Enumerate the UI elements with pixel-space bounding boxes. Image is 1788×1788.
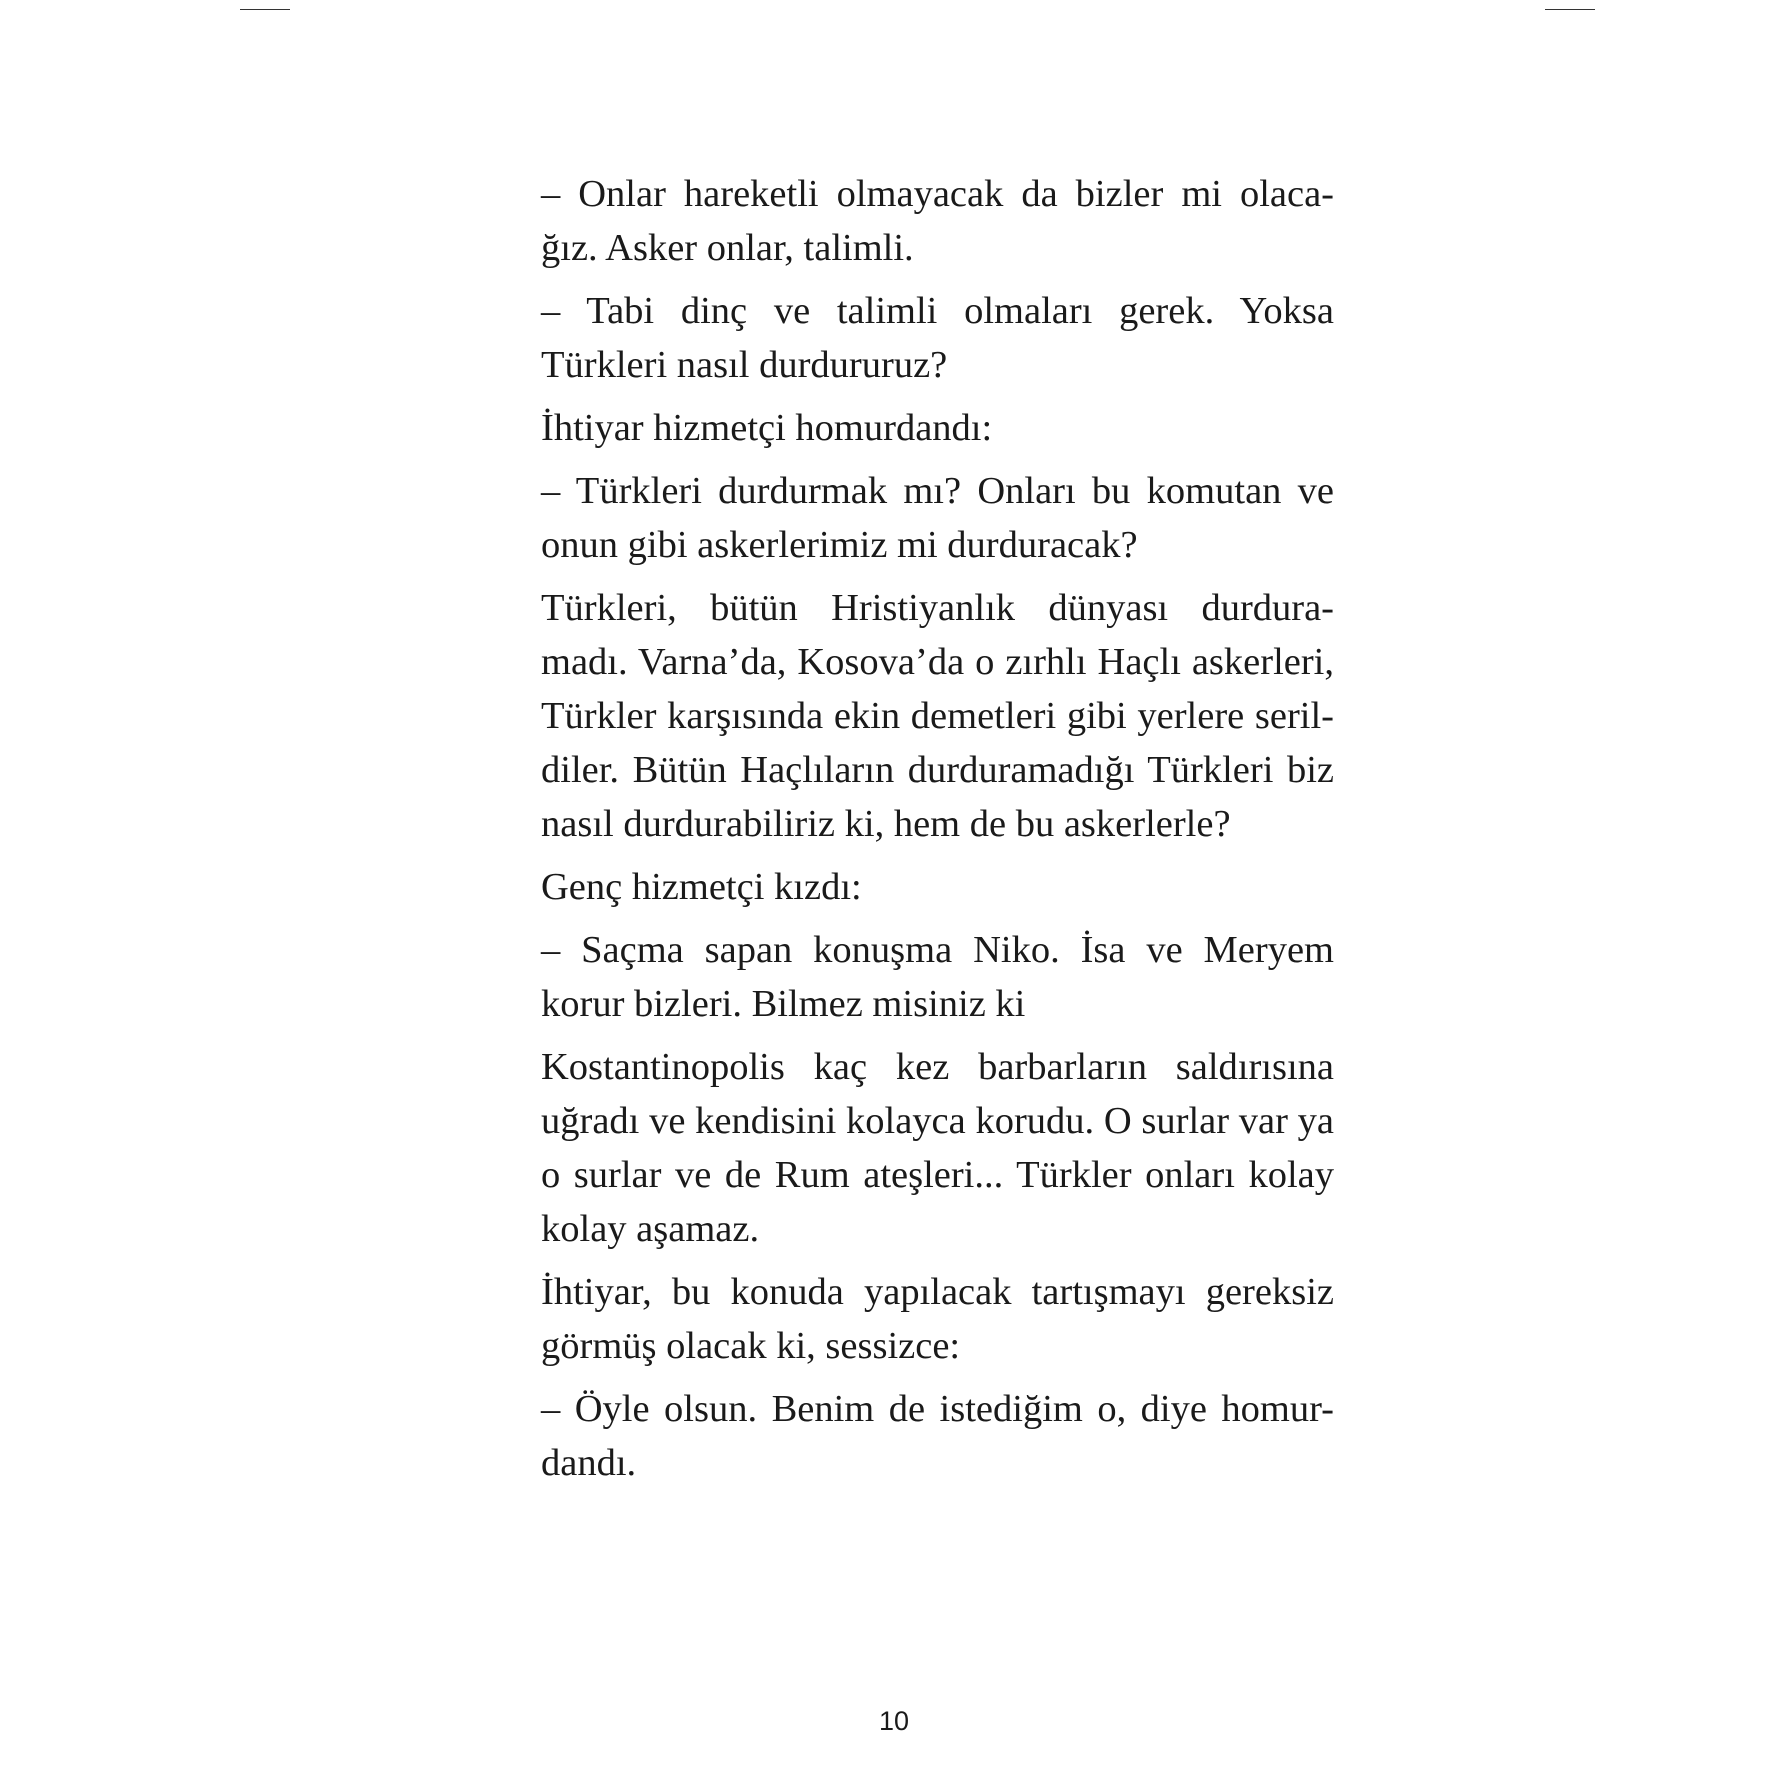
paragraph [495,167,1334,275]
crop-mark-left [240,9,290,10]
paragraph [495,464,1334,572]
text-line: diler. Bütün Haçlıların durduramadığı Türkleri biz [541,749,1334,791]
paragraph [495,860,1334,914]
text-line: – Onlar hareketli olmayacak da bizler mi olaca- [541,173,1334,215]
text-line: dandı. [541,1442,637,1484]
text-line: – Öyle olsun. Benim de istediğim o, diye homur- [541,1388,1334,1430]
text-line: görmüş olacak ki, sessizce: [541,1325,961,1367]
text-line: – Tabi dinç ve talimli olmaları gerek. Yoksa [541,290,1334,332]
text-line: – Türkleri durdurmak mı? Onları bu komutan ve [541,470,1334,512]
text-line: İhtiyar hizmetçi homurdandı: [541,407,993,449]
text-line: Kostantinopolis kaç kez barbarların saldırısına [541,1046,1334,1088]
text-line: Türkler karşısında ekin demetleri gibi yerlere seril- [541,695,1334,737]
paragraph [495,1265,1334,1373]
text-line: onun gibi askerlerimiz mi durduracak? [541,524,1138,566]
text-line: İhtiyar, bu konuda yapılacak tartışmayı gereksiz [541,1271,1334,1313]
text-line: kolay aşamaz. [541,1208,760,1250]
text-line: Türkleri nasıl durdururuz? [541,344,948,386]
text-line: korur bizleri. Bilmez misiniz ki [541,983,1026,1025]
page-body [495,167,1334,1499]
paragraph [495,401,1334,455]
paragraph [495,581,1334,851]
text-line: nasıl durdurabiliriz ki, hem de bu askerlerle? [541,803,1231,845]
page-number: 10 [878,1706,910,1736]
paragraph [495,1040,1334,1256]
crop-mark-right [1545,9,1595,10]
paragraph [495,284,1334,392]
paragraph [495,1382,1334,1490]
text-line: Genç hizmetçi kızdı: [541,866,862,908]
text-line: uğradı ve kendisini kolayca korudu. O surlar var ya [541,1100,1334,1142]
paragraph [495,923,1334,1031]
text-line: Türkleri, bütün Hristiyanlık dünyası durdura- [541,587,1334,629]
text-line: ğız. Asker onlar, talimli. [541,227,914,269]
text-line: madı. Varna’da, Kosova’da o zırhlı Haçlı askerleri, [541,641,1334,683]
text-line: – Saçma sapan konuşma Niko. İsa ve Meryem [541,929,1334,971]
text-line: o surlar ve de Rum ateşleri... Türkler onları kolay [541,1154,1334,1196]
